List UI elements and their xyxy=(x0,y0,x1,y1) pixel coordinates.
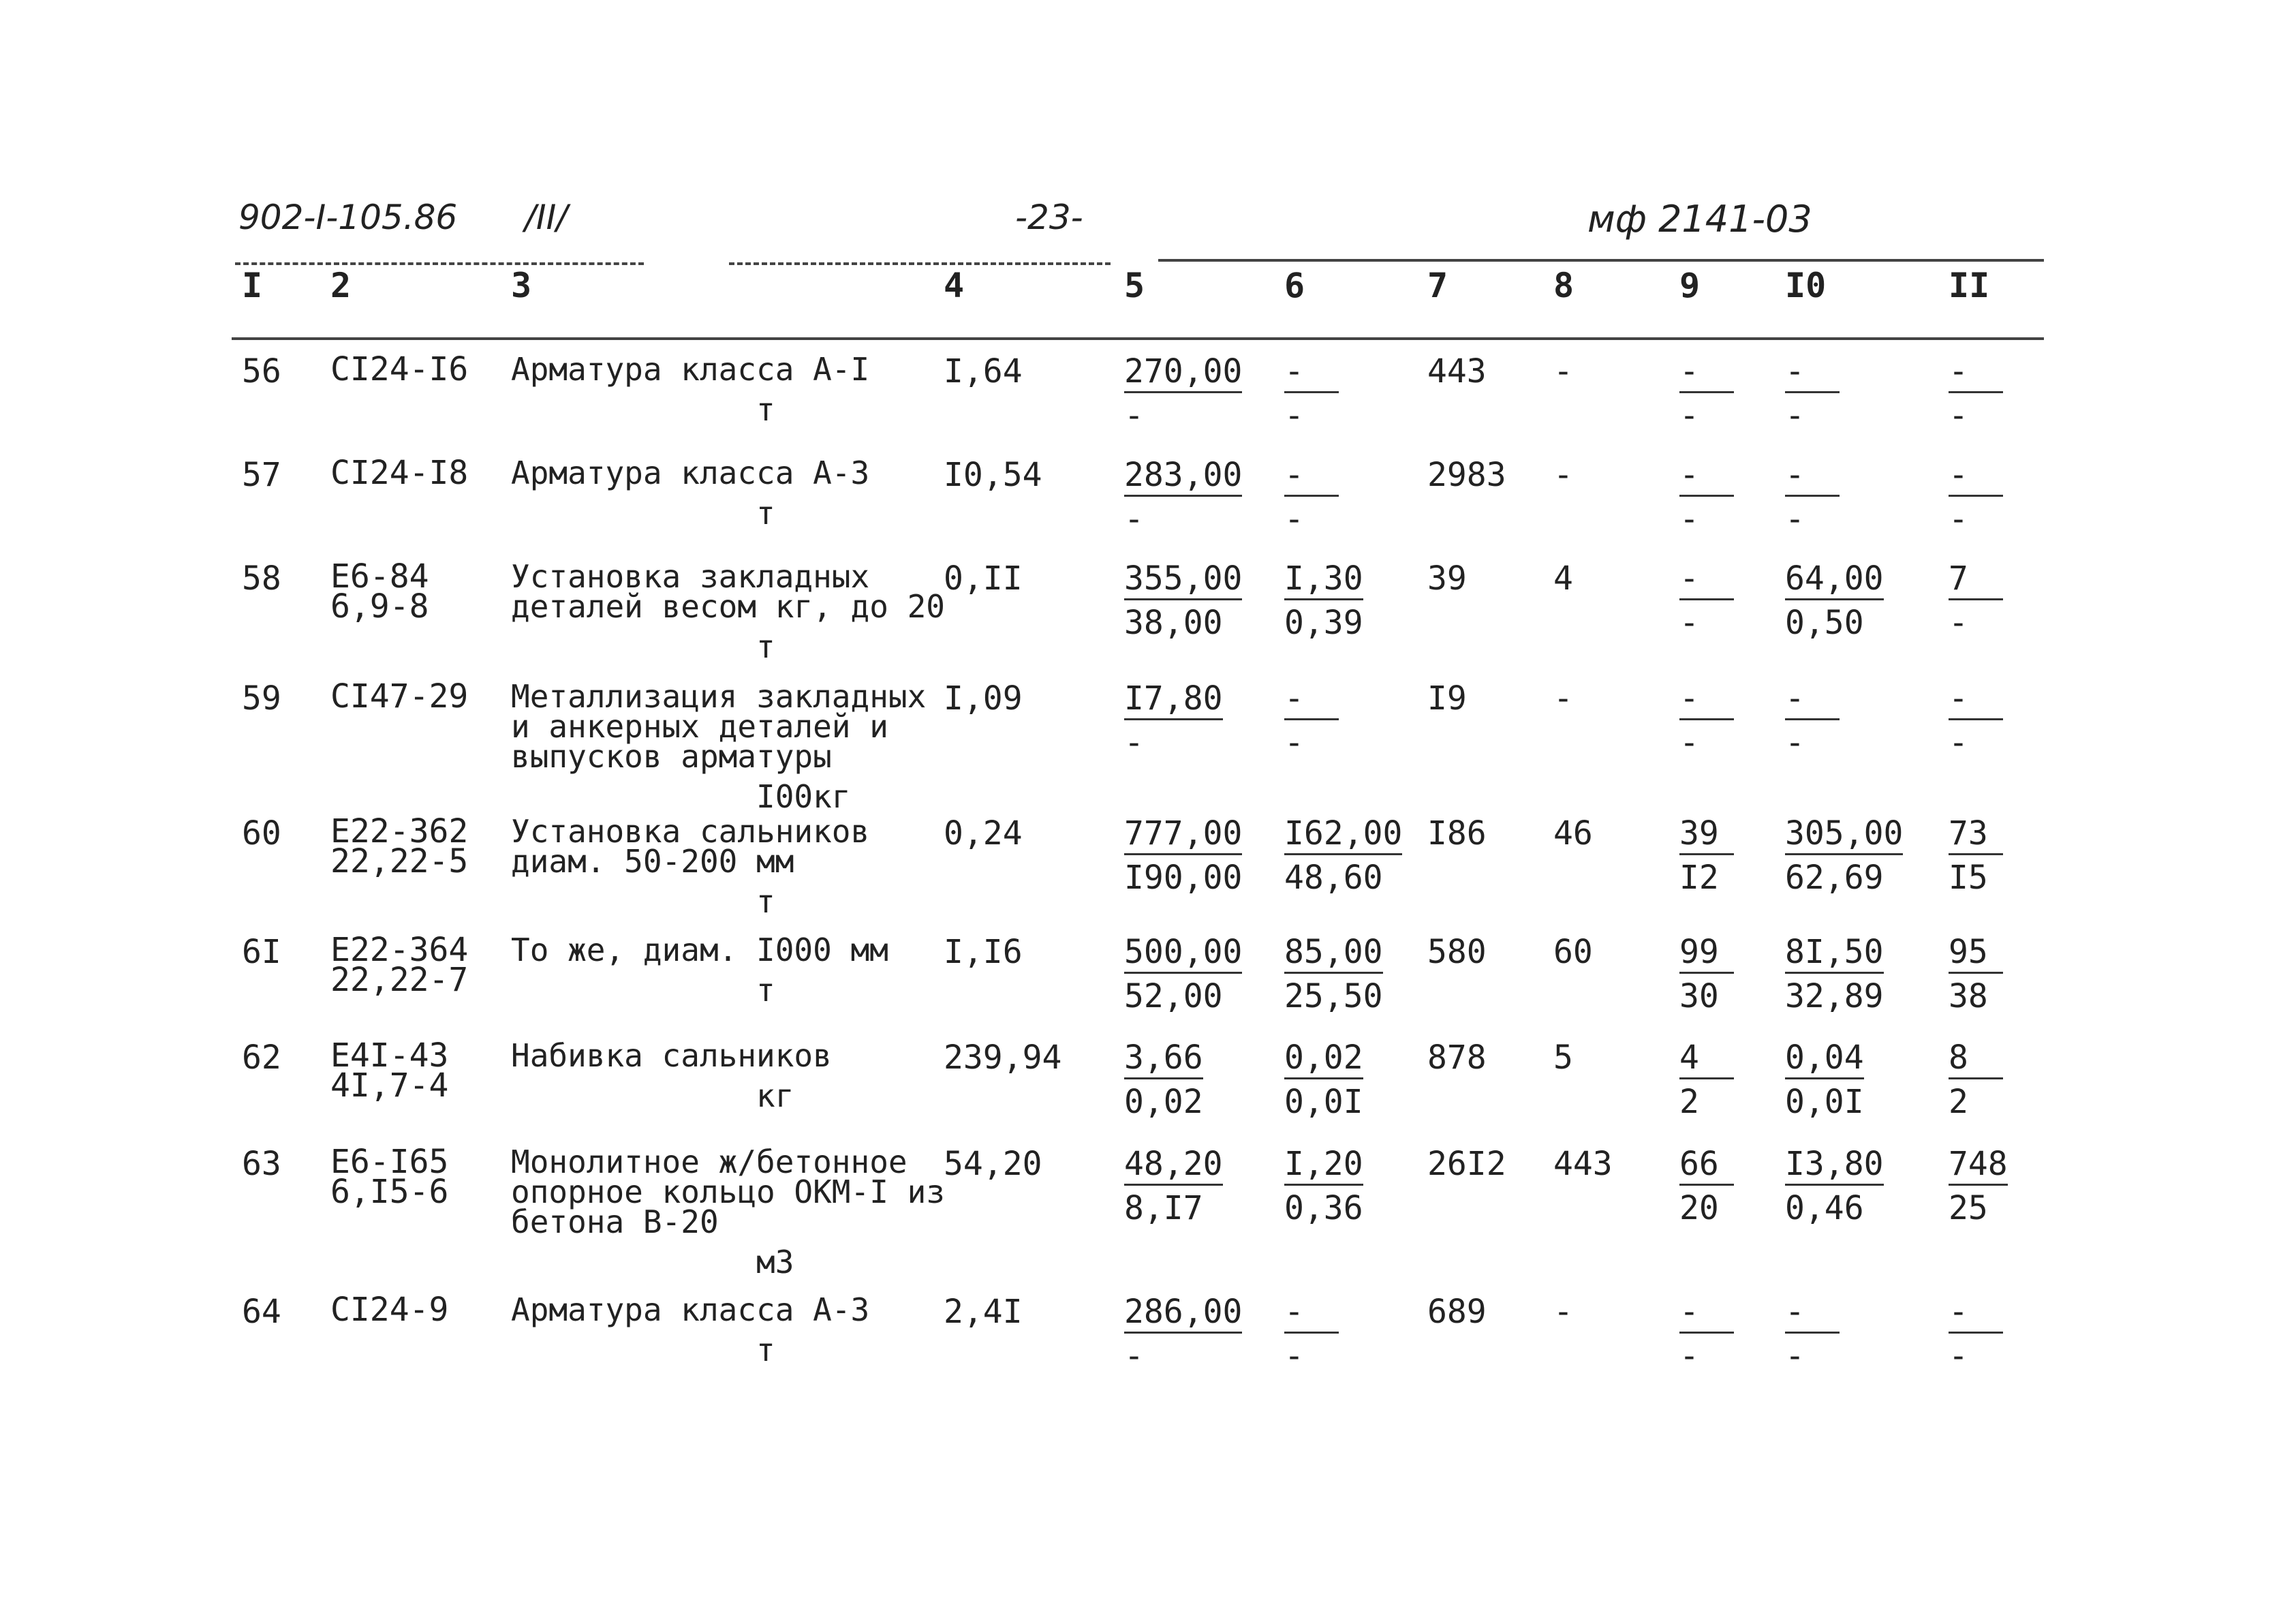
header-rule-middle xyxy=(729,262,1111,265)
fraction-denominator: 25 xyxy=(1949,1189,1988,1227)
fraction-numerator: - xyxy=(1284,1295,1339,1334)
fraction-col-9 xyxy=(1679,1147,1734,1225)
column-header-9: 9 xyxy=(1679,266,1701,305)
fraction-denominator: I2 xyxy=(1679,859,1719,897)
fraction-col-9 xyxy=(1679,935,1734,1013)
fraction-col-6 xyxy=(1284,935,1383,1013)
fraction-denominator: 48,60 xyxy=(1284,859,1383,897)
row-number: 59 xyxy=(242,679,281,718)
column-header-6: 6 xyxy=(1284,266,1305,305)
fraction-col-9 xyxy=(1679,559,1734,642)
norm-code-line: E22-364 xyxy=(330,931,469,969)
fraction-denominator: 0,39 xyxy=(1284,604,1363,642)
row-number: 63 xyxy=(242,1145,281,1183)
row-number: 58 xyxy=(242,559,281,598)
header-rule-right xyxy=(1158,259,2044,262)
fraction-numerator: - xyxy=(1785,681,1840,720)
fraction-col-11 xyxy=(1949,458,2003,536)
fraction-col-9 xyxy=(1679,354,1734,433)
work-description: Металлизация закладных и анкерных деталей и выпусков арматуры xyxy=(511,678,927,775)
fraction-denominator: 2 xyxy=(1949,1083,1968,1121)
norm-code-line: 22,22-7 xyxy=(330,961,469,999)
fraction-denominator: - xyxy=(1124,397,1144,435)
fraction-col-9 xyxy=(1679,1041,1734,1119)
measure-unit: м3 xyxy=(756,1244,794,1280)
fraction-numerator: 66 xyxy=(1679,1147,1734,1186)
fraction-col-11 xyxy=(1949,1295,2003,1373)
fraction-denominator: I90,00 xyxy=(1124,859,1243,897)
quantity: I,64 xyxy=(944,352,1023,390)
col-8-value: 443 xyxy=(1553,1145,1613,1183)
norm-code xyxy=(330,1036,449,1105)
fraction-denominator: 20 xyxy=(1679,1189,1719,1227)
fraction-denominator: 0,36 xyxy=(1284,1189,1363,1227)
fraction-numerator: 355,00 xyxy=(1124,562,1242,600)
fraction-denominator: - xyxy=(1284,500,1304,538)
row-number: 56 xyxy=(242,352,281,390)
fraction-numerator: - xyxy=(1785,354,1840,393)
norm-code-line: E4I-43 xyxy=(330,1036,449,1075)
fraction-denominator: I5 xyxy=(1949,859,1988,897)
column-header-1: I xyxy=(242,266,263,305)
fraction-numerator: - xyxy=(1785,458,1840,497)
fraction-denominator: 32,89 xyxy=(1785,977,1884,1015)
col-7-value: 878 xyxy=(1427,1039,1487,1077)
fraction-denominator: - xyxy=(1679,1337,1699,1375)
fraction-col-6 xyxy=(1284,1147,1363,1225)
fraction-numerator: 305,00 xyxy=(1785,816,1903,855)
fraction-numerator: 777,00 xyxy=(1124,816,1242,855)
fraction-denominator: - xyxy=(1785,1337,1805,1375)
col-7-value: 26I2 xyxy=(1427,1145,1506,1183)
norm-code-line: CI24-9 xyxy=(330,1291,449,1329)
fraction-col-5 xyxy=(1124,458,1242,536)
fraction-numerator: 0,02 xyxy=(1284,1041,1363,1079)
column-header-7: 7 xyxy=(1427,266,1448,305)
fraction-col-6 xyxy=(1284,559,1363,642)
fraction-denominator: - xyxy=(1679,500,1699,538)
fraction-col-6 xyxy=(1284,1295,1339,1373)
column-header-8: 8 xyxy=(1553,266,1574,305)
row-number: 60 xyxy=(242,814,281,852)
fraction-numerator: I,30 xyxy=(1284,562,1363,600)
fraction-denominator: 8,I7 xyxy=(1124,1189,1203,1227)
fraction-col-10 xyxy=(1785,935,1884,1013)
fraction-numerator: 85,00 xyxy=(1284,935,1383,974)
quantity: 2,4I xyxy=(944,1293,1023,1331)
fraction-col-9 xyxy=(1679,681,1734,760)
fraction-col-9 xyxy=(1679,458,1734,536)
col-8-value: 46 xyxy=(1553,814,1593,852)
fraction-numerator: - xyxy=(1949,458,2003,497)
fraction-denominator: 0,0I xyxy=(1785,1083,1864,1121)
norm-code xyxy=(330,557,429,626)
fraction-col-5 xyxy=(1124,559,1243,642)
col-8-value: 4 xyxy=(1553,559,1573,598)
fraction-col-9 xyxy=(1679,816,1734,895)
quantity: 239,94 xyxy=(944,1039,1062,1077)
doc-reference: мф 2141-03 xyxy=(1587,198,1812,241)
fraction-denominator: - xyxy=(1785,724,1805,762)
fraction-denominator: 0,02 xyxy=(1124,1083,1203,1121)
fraction-col-9 xyxy=(1679,1295,1734,1373)
measure-unit: кг xyxy=(756,1077,794,1114)
col-7-value: I86 xyxy=(1427,814,1487,852)
fraction-numerator: 500,00 xyxy=(1124,935,1242,974)
fraction-numerator: - xyxy=(1679,354,1734,393)
work-description: Арматура класса А-3 xyxy=(511,1291,870,1328)
fraction-col-6 xyxy=(1284,354,1339,433)
measure-unit: т xyxy=(756,391,775,428)
fraction-col-11 xyxy=(1949,354,2003,433)
work-description: Монолитное ж/бетонное опорное кольцо ОКМ-I из бетона В-20 xyxy=(511,1143,945,1240)
norm-code-line: CI24-I8 xyxy=(330,454,469,492)
norm-code xyxy=(330,812,469,880)
quantity: I,09 xyxy=(944,679,1023,718)
fraction-denominator: 0,46 xyxy=(1785,1189,1864,1227)
column-header-11: II xyxy=(1949,266,1990,305)
work-description: То же, диам. I000 мм xyxy=(511,932,888,968)
fraction-col-6 xyxy=(1284,681,1339,760)
fraction-col-10 xyxy=(1785,559,1884,642)
fraction-col-6 xyxy=(1284,458,1339,536)
fraction-denominator: - xyxy=(1949,604,1968,642)
fraction-numerator: 95 xyxy=(1949,935,2003,974)
norm-code xyxy=(330,454,469,492)
fraction-numerator: - xyxy=(1679,1295,1734,1334)
quantity: 54,20 xyxy=(944,1145,1042,1183)
fraction-col-5 xyxy=(1124,816,1242,895)
col-8-value: - xyxy=(1553,1293,1573,1331)
fraction-denominator: - xyxy=(1785,397,1805,435)
col-7-value: 689 xyxy=(1427,1293,1487,1331)
row-number: 62 xyxy=(242,1039,281,1077)
measure-unit: т xyxy=(756,972,775,1009)
fraction-numerator: 8 xyxy=(1949,1041,2003,1079)
fraction-denominator: - xyxy=(1949,724,1968,762)
norm-code-line: E6-I65 xyxy=(330,1143,449,1181)
page-number: -23- xyxy=(1015,198,1083,237)
row-number: 64 xyxy=(242,1293,281,1331)
fraction-numerator: 39 xyxy=(1679,816,1734,855)
fraction-col-10 xyxy=(1785,816,1903,895)
fraction-numerator: 7 xyxy=(1949,562,2003,600)
fraction-denominator: 0,0I xyxy=(1284,1083,1363,1121)
fraction-denominator: - xyxy=(1949,397,1968,435)
work-description: Арматура класса А-3 xyxy=(511,455,870,491)
quantity: 0,II xyxy=(944,559,1023,598)
fraction-denominator: - xyxy=(1679,604,1699,642)
fraction-numerator: 270,00 xyxy=(1124,354,1242,393)
doc-code: 902-I-105.86 xyxy=(238,198,458,237)
fraction-denominator: - xyxy=(1284,1337,1304,1375)
fraction-denominator: 52,00 xyxy=(1124,977,1223,1015)
fraction-denominator: 62,69 xyxy=(1785,859,1884,897)
work-description: Установка закладных деталей весом кг, до 20 xyxy=(511,558,945,625)
fraction-numerator: - xyxy=(1679,681,1734,720)
fraction-col-10 xyxy=(1785,1041,1864,1119)
measure-unit: т xyxy=(756,1332,775,1368)
fraction-col-6 xyxy=(1284,816,1402,895)
work-description: Арматура класса А-I xyxy=(511,351,870,388)
fraction-numerator: - xyxy=(1949,1295,2003,1334)
fraction-denominator: 30 xyxy=(1679,977,1719,1015)
norm-code xyxy=(330,931,469,999)
col-7-value: 2983 xyxy=(1427,456,1506,494)
quantity: I0,54 xyxy=(944,456,1042,494)
column-header-2: 2 xyxy=(330,266,352,305)
fraction-numerator: 286,00 xyxy=(1124,1295,1242,1334)
fraction-col-11 xyxy=(1949,1041,2003,1119)
fraction-numerator: - xyxy=(1949,354,2003,393)
fraction-col-11 xyxy=(1949,559,2003,642)
fraction-numerator: I,20 xyxy=(1284,1147,1363,1186)
col-8-value: - xyxy=(1553,679,1573,718)
fraction-denominator: 0,50 xyxy=(1785,604,1864,642)
fraction-denominator: - xyxy=(1679,397,1699,435)
fraction-col-10 xyxy=(1785,1147,1884,1225)
fraction-col-10 xyxy=(1785,681,1840,760)
col-7-value: 39 xyxy=(1427,559,1467,598)
col-8-value: 5 xyxy=(1553,1039,1573,1077)
column-header-3: 3 xyxy=(511,266,532,305)
norm-code xyxy=(330,350,469,388)
fraction-col-5 xyxy=(1124,681,1223,760)
fraction-numerator: I7,80 xyxy=(1124,681,1223,720)
fraction-numerator: I3,80 xyxy=(1785,1147,1884,1186)
fraction-numerator: 283,00 xyxy=(1124,458,1242,497)
fraction-numerator: 48,20 xyxy=(1124,1147,1223,1186)
norm-code-line: E22-362 xyxy=(330,812,469,850)
fraction-col-10 xyxy=(1785,458,1840,536)
fraction-numerator: - xyxy=(1679,458,1734,497)
measure-unit: т xyxy=(756,883,775,920)
col-7-value: 580 xyxy=(1427,933,1487,971)
fraction-numerator: 748 xyxy=(1949,1147,2008,1186)
col-8-value: - xyxy=(1553,456,1573,494)
column-header-5: 5 xyxy=(1124,266,1145,305)
fraction-numerator: 0,04 xyxy=(1785,1041,1864,1079)
fraction-numerator: 73 xyxy=(1949,816,2003,855)
fraction-denominator: - xyxy=(1284,724,1304,762)
fraction-numerator: - xyxy=(1284,681,1339,720)
work-description: Набивка сальников xyxy=(511,1037,832,1074)
fraction-numerator: I62,00 xyxy=(1284,816,1402,855)
quantity: I,I6 xyxy=(944,933,1023,971)
fraction-denominator: - xyxy=(1284,397,1304,435)
norm-code xyxy=(330,1291,449,1329)
measure-unit: т xyxy=(756,628,775,665)
fraction-numerator: 4 xyxy=(1679,1041,1734,1079)
fraction-denominator: 2 xyxy=(1679,1083,1699,1121)
fraction-numerator: - xyxy=(1284,458,1339,497)
norm-code-line: CI47-29 xyxy=(330,677,469,716)
col-7-value: I9 xyxy=(1427,679,1467,718)
column-header-rule xyxy=(232,337,2044,340)
fraction-col-5 xyxy=(1124,354,1242,433)
fraction-col-11 xyxy=(1949,935,2003,1013)
fraction-numerator: 64,00 xyxy=(1785,562,1884,600)
col-8-value: - xyxy=(1553,352,1573,390)
fraction-denominator: - xyxy=(1679,724,1699,762)
fraction-col-5 xyxy=(1124,1147,1223,1225)
norm-code-line: E6-84 xyxy=(330,557,429,596)
fraction-numerator: - xyxy=(1284,354,1339,393)
fraction-col-10 xyxy=(1785,1295,1840,1373)
work-description: Установка сальников диам. 50-200 мм xyxy=(511,813,870,880)
fraction-numerator: - xyxy=(1679,562,1734,600)
column-header-10: I0 xyxy=(1785,266,1827,305)
norm-code-line: 6,9-8 xyxy=(330,587,429,626)
fraction-col-11 xyxy=(1949,1147,2008,1225)
fraction-numerator: 3,66 xyxy=(1124,1041,1203,1079)
norm-code xyxy=(330,1143,449,1211)
fraction-numerator: 99 xyxy=(1679,935,1734,974)
fraction-denominator: - xyxy=(1949,500,1968,538)
fraction-numerator: - xyxy=(1949,681,2003,720)
header-rule-left xyxy=(235,262,644,265)
fraction-denominator: - xyxy=(1124,500,1144,538)
fraction-col-11 xyxy=(1949,816,2003,895)
fraction-col-5 xyxy=(1124,1295,1242,1373)
measure-unit: т xyxy=(756,495,775,532)
norm-code-line: 4I,7-4 xyxy=(330,1066,449,1105)
fraction-denominator: 25,50 xyxy=(1284,977,1383,1015)
fraction-numerator: 8I,50 xyxy=(1785,935,1884,974)
column-header-4: 4 xyxy=(944,266,965,305)
measure-unit: I00кг xyxy=(756,778,851,815)
fraction-denominator: 38,00 xyxy=(1124,604,1223,642)
row-number: 57 xyxy=(242,456,281,494)
fraction-numerator: - xyxy=(1785,1295,1840,1334)
fraction-col-6 xyxy=(1284,1041,1363,1119)
fraction-denominator: 38 xyxy=(1949,977,1988,1015)
fraction-col-5 xyxy=(1124,1041,1203,1119)
quantity: 0,24 xyxy=(944,814,1023,852)
col-8-value: 60 xyxy=(1553,933,1593,971)
norm-code-line: 6,I5-6 xyxy=(330,1173,449,1211)
fraction-col-10 xyxy=(1785,354,1840,433)
fraction-denominator: - xyxy=(1949,1337,1968,1375)
norm-code-line: CI24-I6 xyxy=(330,350,469,388)
fraction-denominator: - xyxy=(1785,500,1805,538)
fraction-denominator: - xyxy=(1124,1337,1144,1375)
fraction-col-11 xyxy=(1949,681,2003,760)
norm-code-line: 22,22-5 xyxy=(330,842,469,880)
col-7-value: 443 xyxy=(1427,352,1487,390)
row-number: 6I xyxy=(242,933,281,971)
norm-code xyxy=(330,677,469,716)
fraction-denominator: - xyxy=(1124,724,1144,762)
fraction-col-5 xyxy=(1124,935,1242,1013)
section-number: /II/ xyxy=(525,198,568,237)
